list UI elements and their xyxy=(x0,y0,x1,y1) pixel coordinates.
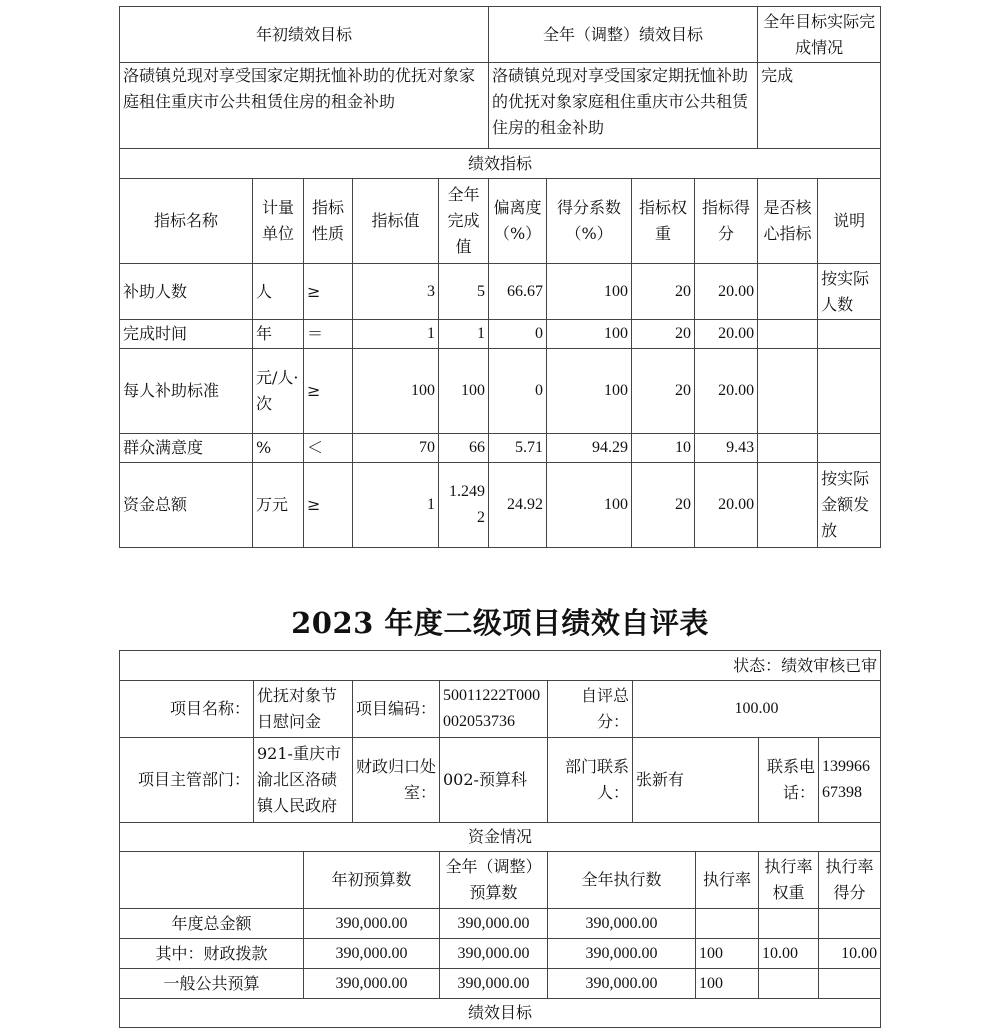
indicator-core xyxy=(758,349,818,434)
col-rate-score: 执行率得分 xyxy=(819,852,881,909)
table-row xyxy=(120,320,881,349)
indicator-nature: ≥ xyxy=(304,349,353,434)
indicator-nature: ＜ xyxy=(304,434,353,463)
status-text: 状态：绩效审核已审 xyxy=(120,651,881,681)
funds-adjusted: 390,000.00 xyxy=(440,909,548,939)
indicator-actual: 66 xyxy=(439,434,489,463)
col-target: 指标值 xyxy=(353,179,439,264)
indicator-note xyxy=(818,320,881,349)
indicator-coefficient: 100 xyxy=(547,320,632,349)
funds-executed: 390,000.00 xyxy=(548,909,696,939)
col-nature: 指标性质 xyxy=(304,179,353,264)
col-adjusted-budget: 全年（调整）预算数 xyxy=(440,852,548,909)
table-row xyxy=(120,463,881,548)
indicator-score: 20.00 xyxy=(695,264,758,320)
indicator-weight: 10 xyxy=(632,434,695,463)
indicator-name: 补助人数 xyxy=(120,264,253,320)
funds-rate: 100 xyxy=(696,969,759,999)
funds-executed: 390,000.00 xyxy=(548,939,696,969)
indicator-unit: 元/人·次 xyxy=(253,349,304,434)
indicator-coefficient: 94.29 xyxy=(547,434,632,463)
col-core: 是否核心指标 xyxy=(758,179,818,264)
funds-executed: 390,000.00 xyxy=(548,969,696,999)
col-unit: 计量单位 xyxy=(253,179,304,264)
indicator-target: 1 xyxy=(353,463,439,548)
indicator-name: 群众满意度 xyxy=(120,434,253,463)
table-row xyxy=(120,909,881,939)
col-rate-weight: 执行率权重 xyxy=(759,852,819,909)
funds-adjusted: 390,000.00 xyxy=(440,939,548,969)
finance-office-value: 002-预算科 xyxy=(440,738,548,823)
col-executed: 全年执行数 xyxy=(548,852,696,909)
indicator-deviation: 24.92 xyxy=(489,463,547,548)
funds-weight xyxy=(759,969,819,999)
contact-value: 张新有 xyxy=(633,738,759,823)
indicator-coefficient: 100 xyxy=(547,264,632,320)
indicator-deviation: 0 xyxy=(489,320,547,349)
col-execution-rate: 执行率 xyxy=(696,852,759,909)
indicator-note: 按实际金额发放 xyxy=(818,463,881,548)
project-code-label: 项目编码： xyxy=(353,681,440,738)
funds-initial: 390,000.00 xyxy=(304,969,440,999)
table-row xyxy=(120,349,881,434)
indicator-core xyxy=(758,320,818,349)
indicator-name: 每人补助标准 xyxy=(120,349,253,434)
col-weight: 指标权重 xyxy=(632,179,695,264)
indicator-target: 70 xyxy=(353,434,439,463)
indicator-target: 1 xyxy=(353,320,439,349)
funds-rate xyxy=(696,909,759,939)
funds-initial: 390,000.00 xyxy=(304,939,440,969)
indicator-nature: ≥ xyxy=(304,264,353,320)
indicator-weight: 20 xyxy=(632,264,695,320)
funds-initial: 390,000.00 xyxy=(304,909,440,939)
indicator-deviation: 0 xyxy=(489,349,547,434)
indicator-actual: 1 xyxy=(439,320,489,349)
col-score: 指标得分 xyxy=(695,179,758,264)
funds-score xyxy=(819,969,881,999)
funds-row-label: 其中：财政拨款 xyxy=(120,939,304,969)
funds-columns-row xyxy=(120,852,881,909)
indicator-weight: 20 xyxy=(632,463,695,548)
table-row xyxy=(120,434,881,463)
indicator-score: 20.00 xyxy=(695,463,758,548)
indicator-actual: 5 xyxy=(439,264,489,320)
indicator-core xyxy=(758,463,818,548)
indicator-actual: 1.2492 xyxy=(439,463,489,548)
indicator-weight: 20 xyxy=(632,320,695,349)
col-indicator-name: 指标名称 xyxy=(120,179,253,264)
phone-label: 联系电话： xyxy=(759,738,819,823)
table-row xyxy=(120,939,881,969)
indicator-note xyxy=(818,349,881,434)
indicator-score: 20.00 xyxy=(695,349,758,434)
funds-heading: 资金情况 xyxy=(120,823,881,852)
funds-row-label: 一般公共预算 xyxy=(120,969,304,999)
project-name: 优抚对象节日慰问金 xyxy=(254,681,353,738)
funds-weight: 10.00 xyxy=(759,939,819,969)
indicator-coefficient: 100 xyxy=(547,349,632,434)
phone-value: 13996667398 xyxy=(819,738,881,823)
indicator-name: 完成时间 xyxy=(120,320,253,349)
funds-score: 10.00 xyxy=(819,939,881,969)
self-evaluation-table xyxy=(119,650,881,1028)
indicator-deviation: 66.67 xyxy=(489,264,547,320)
self-score-label: 自评总分： xyxy=(548,681,633,738)
indicator-weight: 20 xyxy=(632,349,695,434)
project-code: 50011222T000002053736 xyxy=(440,681,548,738)
header-completion: 全年目标实际完成情况 xyxy=(758,7,881,63)
col-actual: 全年完成值 xyxy=(439,179,489,264)
col-note: 说明 xyxy=(818,179,881,264)
indicator-columns-row xyxy=(120,179,881,264)
table-row xyxy=(120,264,881,320)
upper-performance-table xyxy=(119,6,881,548)
page-title: 2023 年度二级项目绩效自评表 xyxy=(291,606,709,640)
indicator-unit: % xyxy=(253,434,304,463)
header-initial-goal: 年初绩效目标 xyxy=(120,7,489,63)
contact-label: 部门联系人： xyxy=(548,738,633,823)
indicator-target: 3 xyxy=(353,264,439,320)
funds-weight xyxy=(759,909,819,939)
self-score: 100.00 xyxy=(633,681,881,738)
indicator-deviation: 5.71 xyxy=(489,434,547,463)
indicator-actual: 100 xyxy=(439,349,489,434)
adjusted-goal-text: 洛碛镇兑现对享受国家定期抚恤补助的优抚对象家庭租住重庆市公共租赁住房的租金补助 xyxy=(489,63,758,149)
goal-heading: 绩效目标 xyxy=(120,999,881,1028)
table-row xyxy=(120,969,881,999)
indicator-target: 100 xyxy=(353,349,439,434)
funds-corner-cell xyxy=(120,852,304,909)
indicator-note: 按实际人数 xyxy=(818,264,881,320)
funds-rate: 100 xyxy=(696,939,759,969)
completion-text: 完成 xyxy=(758,63,881,149)
col-deviation: 偏离度（%） xyxy=(489,179,547,264)
indicator-core xyxy=(758,434,818,463)
col-coefficient: 得分系数（%） xyxy=(547,179,632,264)
indicator-unit: 人 xyxy=(253,264,304,320)
indicator-core xyxy=(758,264,818,320)
header-adjusted-goal: 全年（调整）绩效目标 xyxy=(489,7,758,63)
funds-score xyxy=(819,909,881,939)
indicator-nature: ≥ xyxy=(304,463,353,548)
indicator-nature: ＝ xyxy=(304,320,353,349)
indicator-unit: 万元 xyxy=(253,463,304,548)
finance-office-label: 财政归口处室： xyxy=(353,738,440,823)
indicator-score: 9.43 xyxy=(695,434,758,463)
indicators-heading: 绩效指标 xyxy=(120,149,881,179)
dept-value: 921-重庆市渝北区洛碛镇人民政府 xyxy=(254,738,353,823)
indicator-coefficient: 100 xyxy=(547,463,632,548)
dept-label: 项目主管部门： xyxy=(120,738,254,823)
funds-row-label: 年度总金额 xyxy=(120,909,304,939)
indicator-note xyxy=(818,434,881,463)
col-initial-budget: 年初预算数 xyxy=(304,852,440,909)
initial-goal-text: 洛碛镇兑现对享受国家定期抚恤补助的优抚对象家庭租住重庆市公共租赁住房的租金补助 xyxy=(120,63,489,149)
indicator-unit: 年 xyxy=(253,320,304,349)
indicator-score: 20.00 xyxy=(695,320,758,349)
project-name-label: 项目名称： xyxy=(120,681,254,738)
funds-adjusted: 390,000.00 xyxy=(440,969,548,999)
indicator-name: 资金总额 xyxy=(120,463,253,548)
